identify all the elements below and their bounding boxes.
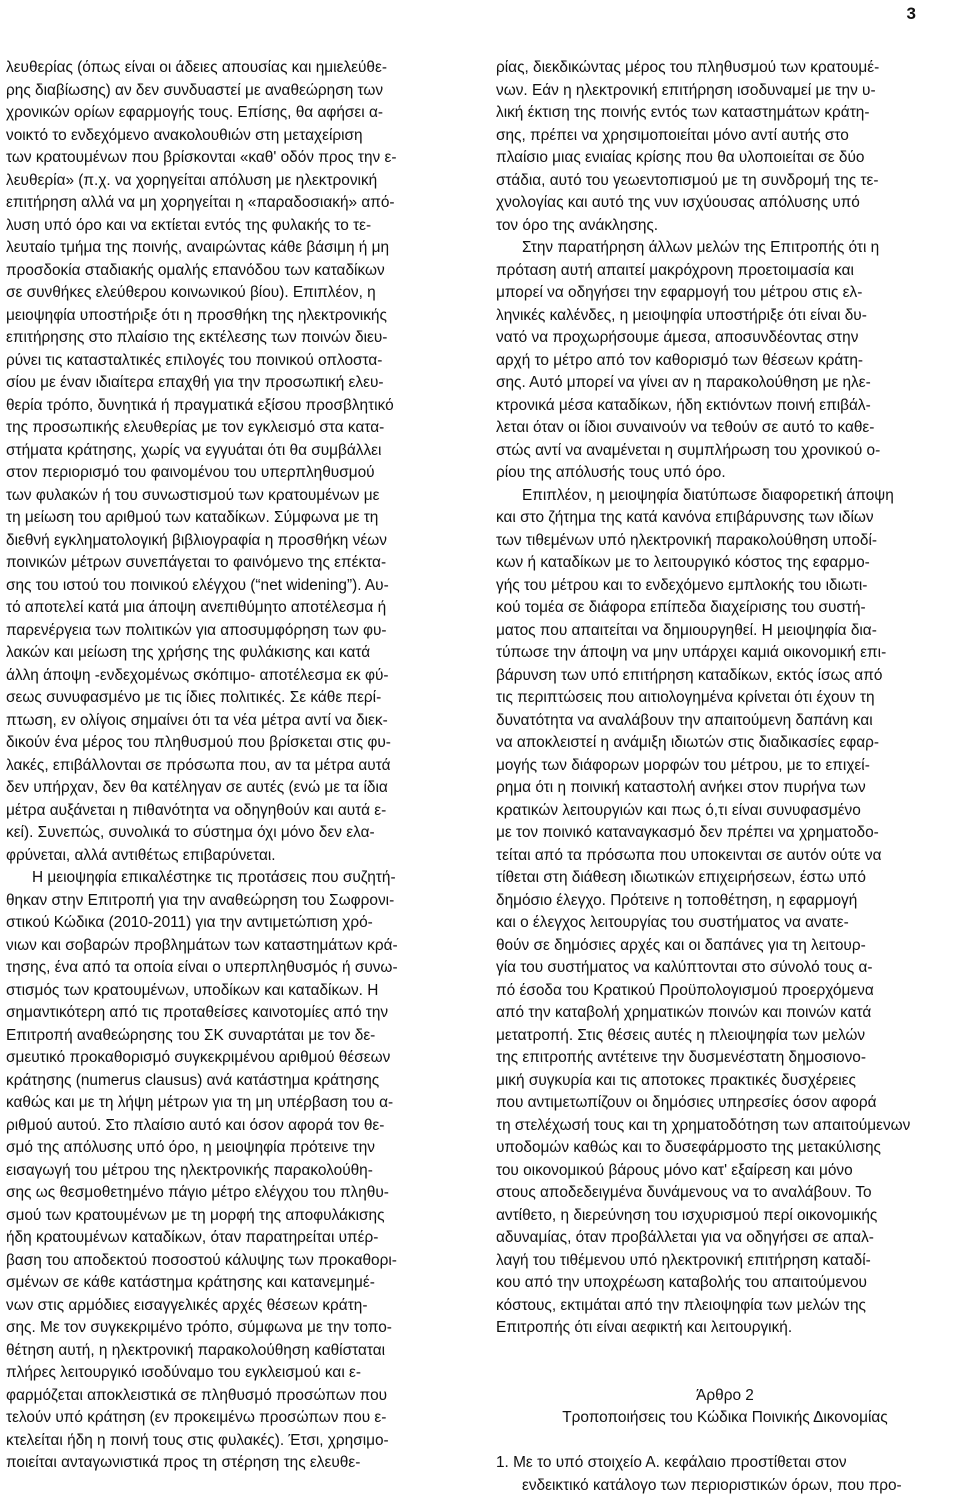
- text-line: Επιτροπής ότι είναι αεφικτή και λειτουργική.: [496, 1317, 954, 1340]
- text-line: επιτήρηση αλλά να μη χορηγείται η «παραδοσιακή» από-: [6, 192, 464, 215]
- text-line: ρης διαβίωσης) αν δεν συνδυαστεί με αναθεώρηση των: [6, 80, 464, 103]
- text-line: στον περιορισμό του φαινομένου του υπερπληθυσμού: [6, 462, 464, 485]
- text-line: βαση του αποδεκτού ποσοστού κάλυψης των προκαθορι-: [6, 1250, 464, 1273]
- text-line: σης του ιστού του ποινικού ελέγχου (“net widening”). Αυ-: [6, 575, 464, 598]
- text-line: της προσωπικής ελευθερίας με τον εγκλεισμό στα κατα-: [6, 417, 464, 440]
- text-line: 1. Με το υπό στοιχείο Α. κεφάλαιο προστίθεται στον: [496, 1452, 954, 1475]
- text-line: λαγή του τιθέμενου υπό ηλεκτρονική επιτήρηση καταδί-: [496, 1250, 954, 1273]
- text-line: κόστους, εκτιμάται από την πλειοψηφία των μελών της: [496, 1295, 954, 1318]
- text-line: σης, πρέπει να χρησιμοποιείται μόνο αντί αυτής στο: [496, 125, 954, 148]
- text-line: πό έσοδα του Κρατικού Προϋπολογισμού προερχόμενα: [496, 980, 954, 1003]
- text-line: κού τομέα σε διάφορα επίπεδα διαχείρισης του συστή-: [496, 597, 954, 620]
- text-line: θέτηση αυτή, η ηλεκτρονική παρακολούθηση καθίσταται: [6, 1340, 464, 1363]
- text-line: σμευτικό προκαθορισμό συγκεκριμένου αριθμού θέσεων: [6, 1047, 464, 1070]
- text-line: σης. Με τον συγκεκριμένο τρόπο, σύμφωνα με την τοπο-: [6, 1317, 464, 1340]
- text-line: νων. Εάν η ηλεκτρονική επιτήρηση ισοδυναμεί με την υ-: [496, 80, 954, 103]
- text-line: δυνατότητα να αναλάβουν την απαιτούμενη δαπάνη και: [496, 710, 954, 733]
- text-line: νων στις αρμόδιες εισαγγελικές αρχές θέσεων κράτη-: [6, 1295, 464, 1318]
- text-line: τη μείωση του αριθμού των καταδίκων. Σύμφωνα με τη: [6, 507, 464, 530]
- left-text-column: [6, 57, 464, 1475]
- text-line: λεται όταν οι ίδιοι συναινούν να τεθούν σε αυτό το καθε-: [496, 417, 954, 440]
- text-line: αντίθετο, η διερεύνηση του ισχυρισμού περί οικονομικής: [496, 1205, 954, 1228]
- text-line: τύπωσε την άποψη να μην υπάρχει καμιά οικονομική επι-: [496, 642, 954, 665]
- text-line: ποινικών μέτρων συνεπάγεται το φαινόμενο της επέκτα-: [6, 552, 464, 575]
- text-line: και ο έλεγχος λειτουργίας του συστήματος να ανατε-: [496, 912, 954, 935]
- text-line: ρίας, διεκδικώντας μέρος του πληθυσμού των κρατουμέ-: [496, 57, 954, 80]
- text-line: μειοψηφία υποστήριξε ότι η προσθήκη της ηλεκτρονικής: [6, 305, 464, 328]
- text-line: ληνικές καλένδες, η μειοψηφία υποστήριξε ότι είναι δυ-: [496, 305, 954, 328]
- text-line: μετατροπή. Στις θέσεις αυτές η πλειοψηφία των μελών: [496, 1025, 954, 1048]
- section-heading: Τροποποιήσεις του Κώδικα Ποινικής Δικονομίας: [496, 1407, 954, 1430]
- text-line: πτωση, εν ολίγοις σημαίνει ότι τα νέα μέτρα αντί να διεκ-: [6, 710, 464, 733]
- blank-line: [496, 1362, 954, 1385]
- text-line: Στην παρατήρηση άλλων μελών της Επιτροπής ότι η: [496, 237, 954, 260]
- text-line: τον όρο της ανάκλησης.: [496, 215, 954, 238]
- text-line: τη στελέχωσή τους και τη χρηματοδότηση των απαιτούμενων: [496, 1115, 954, 1138]
- text-line: στισμός των κρατουμένων, υποδίκων και καταδίκων. Η: [6, 980, 464, 1003]
- text-line: σμένων σε κάθε κατάστημα κράτησης και κατανεμημέ-: [6, 1272, 464, 1295]
- text-line: τησης, ένα από τα οποία είναι ο υπερπληθυσμός ή συνω-: [6, 957, 464, 980]
- text-line: που αντιμετωπίζουν οι δημόσιες υπηρεσίες όσον αφορά: [496, 1092, 954, 1115]
- text-line: μπορεί να οδηγήσει την εφαρμογή του μέτρου στις ελ-: [496, 282, 954, 305]
- text-line: κου από την υποχρέωση καταβολής του απαιτούμενου: [496, 1272, 954, 1295]
- text-line: να αποκλειστεί η ανάμιξη ιδιωτών στις διαδικασίες εφαρ-: [496, 732, 954, 755]
- text-line: εισαγωγή του μέτρου της ηλεκτρονικής παρακολούθη-: [6, 1160, 464, 1183]
- text-line: χνολογίας και αυτό της νυν ισχύουσας απόλυσης υπό: [496, 192, 954, 215]
- text-line: καθώς και με τη λήψη μέτρων για τη μη υπέρβαση του α-: [6, 1092, 464, 1115]
- text-line: σημαντικότερη από τις προταθείσες καινοτομίες από την: [6, 1002, 464, 1025]
- text-line: δεν υπήρχαν, δεν θα κατέληγαν σε αυτές (ενώ με τα ίδια: [6, 777, 464, 800]
- text-line: κεί). Συνεπώς, συνολικά το σύστημα όχι μόνο δεν ελα-: [6, 822, 464, 845]
- text-line: πρόταση αυτή απαιτεί μακρόχρονη προετοιμασία και: [496, 260, 954, 283]
- text-line: Επιτροπή αναθεώρησης του ΣΚ συναρτάται με τον δε-: [6, 1025, 464, 1048]
- right-text-column: [496, 57, 954, 1497]
- text-line: γία του συστήματος να καλύπτονται στο σύνολό τους α-: [496, 957, 954, 980]
- text-line: στήματα κράτησης, χωρίς να εγγυάται ότι θα συμβάλλει: [6, 440, 464, 463]
- text-line: ενδεικτικό κατάλογο των περιοριστικών όρων, που προ-: [496, 1475, 954, 1497]
- text-line: ρίου της απόλυσής τους υπό όρο.: [496, 462, 954, 485]
- text-line: Επιπλέον, η μειοψηφία διατύπωσε διαφορετική άποψη: [496, 485, 954, 508]
- text-line: των τιθεμένων υπό ηλεκτρονική παρακολούθηση υποδί-: [496, 530, 954, 553]
- text-line: ματος που απαιτείται να δημιουργηθεί. Η μειοψηφία δια-: [496, 620, 954, 643]
- text-line: σμό της απόλυσης υπό όρο, η μειοψηφία πρότεινε την: [6, 1137, 464, 1160]
- text-line: λευθερία» (π.χ. να χορηγείται απόλυση με ηλεκτρονική: [6, 170, 464, 193]
- text-line: στώς αντί να αναμένεται η συμπλήρωση του χρονικού ο-: [496, 440, 954, 463]
- text-line: τίθεται στη διάθεση ιδιωτικών επιχειρήσεων, έστω υπό: [496, 867, 954, 890]
- text-line: θούν σε δημόσιες αρχές και οι δαπάνες για τη λειτουρ-: [496, 935, 954, 958]
- blank-line: [496, 1430, 954, 1453]
- text-line: σεως συνυφασμένο με τις ίδιες πολιτικές. Σε κάθε περί-: [6, 687, 464, 710]
- text-line: πλαίσιο μιας ενιαίας κρίσης που θα υλοποιείται σε δύο: [496, 147, 954, 170]
- text-line: στικού Κώδικα (2010-2011) για την αντιμετώπιση χρό-: [6, 912, 464, 935]
- text-line: υποδομών καθώς και το δυσεφάρμοστο της μετακύλισης: [496, 1137, 954, 1160]
- text-line: λακών και μείωση της χρήσης της φυλάκισης και κατά: [6, 642, 464, 665]
- text-line: λική έκτιση της ποινής εντός των καταστημάτων κράτη-: [496, 102, 954, 125]
- text-line: της επιτροπής αντέτεινε την δυσμενέστατη δημοσιονο-: [496, 1047, 954, 1070]
- text-line: ποιείται ανταγωνιστικά προς τη στέρηση της ελευθε-: [6, 1452, 464, 1475]
- text-line: θερία τρόπο, δυνητικά ή πραγματικά εξίσου προσβλητικό: [6, 395, 464, 418]
- text-line: των φυλακών ή του συνωστισμού των κρατουμένων με: [6, 485, 464, 508]
- text-line: δικούν ένα μέρος του πληθυσμού που βρίσκεται στις φυ-: [6, 732, 464, 755]
- text-line: σης ως θεσμοθετημένο πάγιο μέτρο ελέγχου του πληθυ-: [6, 1182, 464, 1205]
- text-line: τείται από τα πρόσωπα που υποκεινται σε αυτόν ούτε να: [496, 845, 954, 868]
- text-line: μική συγκυρία και τις αποτοκες πρακτικές δυσχέρειες: [496, 1070, 954, 1093]
- text-line: ρύνει τις κατασταλτικές επιλογές του ποινικού οπλοστα-: [6, 350, 464, 373]
- text-line: δημόσιο έλεγχο. Πρότεινε η τοποθέτηση, η εφαρμογή: [496, 890, 954, 913]
- text-line: κτελείται ήδη η ποινή τους στις φυλακές). Έτσι, χρησιμο-: [6, 1430, 464, 1453]
- text-line: τό αποτελεί κατά μια άποψη ανεπιθύμητο αποτέλεσμα ή: [6, 597, 464, 620]
- text-line: των κρατουμένων που βρίσκονται «καθ' οδόν προς την ε-: [6, 147, 464, 170]
- text-line: πλήρες λειτουργικό ισοδύναμο του εγκλεισμού και ε-: [6, 1362, 464, 1385]
- text-line: από την καταβολή χρηματικών ποινών και ποινών κατά: [496, 1002, 954, 1025]
- text-line: κων ή καταδίκων με το λειτουργικό κόστος της εφαρμο-: [496, 552, 954, 575]
- text-line: διεθνή εγκληματολογική βιβλιογραφία η προσθήκη νέων: [6, 530, 464, 553]
- text-line: ρημα ότι η ποινική καταστολή ανήκει στον πυρήνα των: [496, 777, 954, 800]
- text-line: κράτησης (numerus clausus) ανά κατάστημα κράτησης: [6, 1070, 464, 1093]
- text-line: άλλη άποψη -ενδεχομένως σκόπιμο- αποτέλεσμα εκ φύ-: [6, 665, 464, 688]
- text-line: επιτήρησης στο πλαίσιο της εκτέλεσης των ποινών διευ-: [6, 327, 464, 350]
- text-line: σης. Αυτό μπορεί να γίνει αν η παρακολούθηση με ηλε-: [496, 372, 954, 395]
- text-line: θηκαν στην Επιτροπή για την αναθεώρηση του Σωφρονι-: [6, 890, 464, 913]
- text-line: σίου με έναν ιδιαίτερα επαχθή για την προσωπική ελευ-: [6, 372, 464, 395]
- text-line: βάρυνση των υπό επιτήρηση καταδίκων, εκτός ίσως από: [496, 665, 954, 688]
- text-line: με τον ποινικό καταναγκασμό δεν πρέπει να χρηματοδο-: [496, 822, 954, 845]
- text-line: Η μειοψηφία επικαλέστηκε τις προτάσεις που συζητή-: [6, 867, 464, 890]
- text-line: λακές, επιβάλλονται σε πρόσωπα που, αν τα μέτρα αυτά: [6, 755, 464, 778]
- text-line: μέτρα αυξάνεται η πιθανότητα να οδηγηθούν και αυτά ε-: [6, 800, 464, 823]
- text-line: παρενέργεια των πολιτικών για αποσυμφόρηση των φυ-: [6, 620, 464, 643]
- text-line: και στο ζήτημα της κατά κανόνα επιβάρυνσης των ιδίων: [496, 507, 954, 530]
- text-line: κρατικών λειτουργιών και πως ό,τι είναι συνυφασμένο: [496, 800, 954, 823]
- text-line: ήδη κρατουμένων καταδίκων, όταν παρατηρείται υπέρ-: [6, 1227, 464, 1250]
- text-line: στάδια, αυτό του γεωεντοπισμού με τη συνδρομή της τε-: [496, 170, 954, 193]
- text-line: μογής των διάφορων μορφών του μέτρου, με το επιχεί-: [496, 755, 954, 778]
- text-line: προσδοκία σταδιακής ομαλής επανόδου των καταδίκων: [6, 260, 464, 283]
- text-line: γής του μέτρου και το ενδεχόμενο εμπλοκής του ιδιωτι-: [496, 575, 954, 598]
- text-line: χρονικών ορίων εφαρμογής τους. Επίσης, θα αφήσει α-: [6, 102, 464, 125]
- text-line: νοικτό το ενδεχόμενο ανακολουθιών στη μεταχείριση: [6, 125, 464, 148]
- text-line: νιων και σοβαρών προβλημάτων των καταστημάτων κρά-: [6, 935, 464, 958]
- text-line: αρχή το μέτρο από τον καθορισμό των θέσεων κράτη-: [496, 350, 954, 373]
- text-line: σμού των κρατουμένων με τη μορφή της αποφυλάκισης: [6, 1205, 464, 1228]
- text-line: νατό να προχωρήσουμε άμεσα, αποσυνδέοντας στην: [496, 327, 954, 350]
- page-number: 3: [907, 4, 916, 24]
- text-line: στους αποδεδειγμένα δυνάμενους να το αναλάβουν. Το: [496, 1182, 954, 1205]
- text-line: κτρονικά μέσα καταδίκων, ήδη εκτιόντων ποινή επιβάλ-: [496, 395, 954, 418]
- blank-line: [496, 1340, 954, 1363]
- text-line: τελούν υπό κράτηση (εν προκειμένω προσώπων που ε-: [6, 1407, 464, 1430]
- text-line: λευταίο τμήμα της ποινής, αναιρώντας κάθε βάσιμη ή μη: [6, 237, 464, 260]
- text-line: λευθερίας (όπως είναι οι άδειες απουσίας και ημιελεύθε-: [6, 57, 464, 80]
- text-line: φρύνεται, αλλά αντιθέτως επιβαρύνεται.: [6, 845, 464, 868]
- text-line: τις περιπτώσεις που αιτιολογημένα κρίνεται ότι έχουν τη: [496, 687, 954, 710]
- text-line: του οικονομικού βάρους μόνο κατ' εξαίρεση και μόνο: [496, 1160, 954, 1183]
- text-line: ριθμού αυτού. Στο πλαίσιο αυτό και όσον αφορά τον θε-: [6, 1115, 464, 1138]
- text-line: σε συνθήκες ελεύθερου κοινωνικού βίου). Επιπλέον, η: [6, 282, 464, 305]
- section-heading: Άρθρο 2: [496, 1385, 954, 1408]
- text-line: φαρμόζεται αποκλειστικά σε πληθυσμό προσώπων που: [6, 1385, 464, 1408]
- text-line: λυση υπό όρο και να εκτίεται εντός της φυλακής το τε-: [6, 215, 464, 238]
- text-line: αδυναμίας, όταν προβάλλεται για να οδηγήσει σε απαλ-: [496, 1227, 954, 1250]
